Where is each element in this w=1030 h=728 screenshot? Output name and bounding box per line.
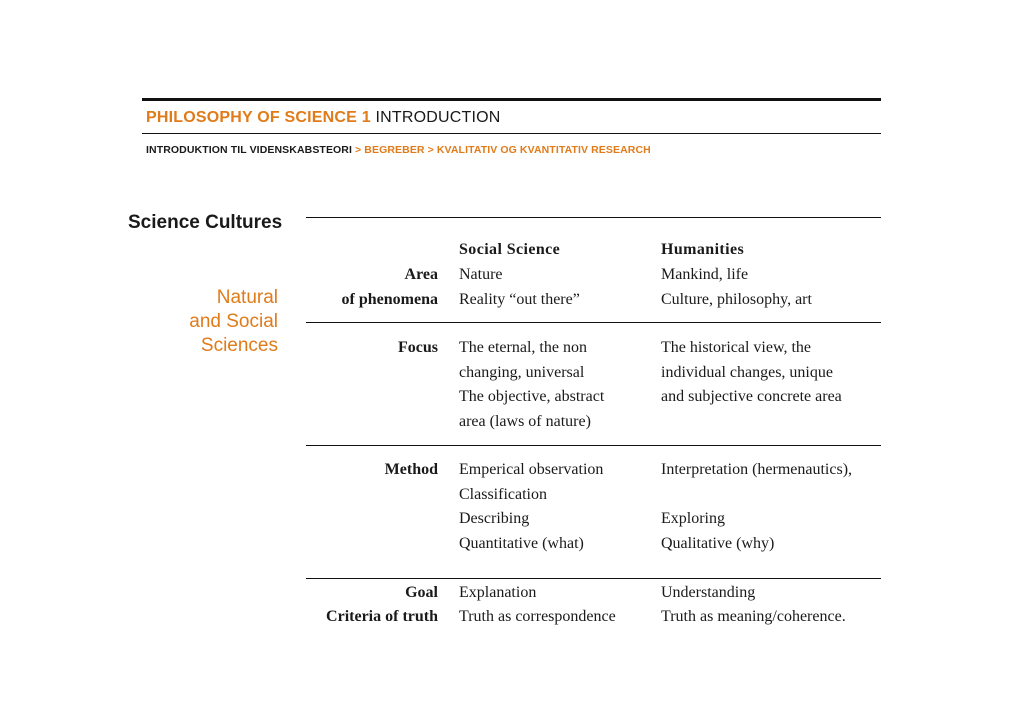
title-rest: INTRODUCTION bbox=[375, 109, 501, 126]
table-rule-method bbox=[306, 445, 881, 446]
cell-line: Mankind, life bbox=[661, 266, 749, 283]
cell-line: The eternal, the non bbox=[459, 339, 587, 356]
title-accent: PHILOSOPHY OF SCIENCE 1 bbox=[146, 109, 371, 126]
cell-line: area (laws of nature) bbox=[459, 412, 591, 430]
cell-line: Classification bbox=[459, 485, 547, 503]
cell-line: Culture, philosophy, art bbox=[661, 290, 812, 308]
cell-line: The historical view, the bbox=[661, 339, 812, 356]
header-top-rule bbox=[142, 98, 881, 101]
page-title bbox=[146, 109, 501, 127]
cell-line: Truth as correspondence bbox=[459, 608, 616, 625]
cell-line: Truth as meaning/coherence. bbox=[661, 608, 846, 625]
breadcrumb-base: INTRODUKTION TIL VIDENSKABSTEORI bbox=[146, 144, 353, 156]
label-line: Goal bbox=[405, 584, 438, 601]
cell-line: Reality “out there” bbox=[459, 290, 580, 308]
label-line: Area bbox=[404, 266, 438, 283]
cell-line: The objective, abstract bbox=[459, 388, 605, 405]
cell-line: Interpretation (hermenautics), bbox=[661, 461, 853, 478]
row-label-goal bbox=[405, 581, 438, 606]
section-subheading bbox=[140, 286, 278, 358]
cell-line bbox=[661, 483, 852, 508]
cell-focus-humanities bbox=[661, 336, 842, 410]
section-title: Science Cultures bbox=[128, 212, 283, 233]
cell-line: Describing bbox=[459, 510, 530, 527]
table-rule-goal bbox=[306, 578, 881, 579]
table-top-rule bbox=[306, 217, 881, 218]
cell-method-social bbox=[459, 458, 603, 556]
cell-criteria-humanities bbox=[661, 605, 846, 630]
row-label-focus bbox=[398, 336, 438, 361]
table-rule-focus bbox=[306, 322, 881, 323]
header-mid-rule bbox=[142, 133, 881, 134]
cell-line: Exploring bbox=[661, 510, 725, 527]
cell-line: Qualitative (why) bbox=[661, 534, 775, 552]
cell-focus-social bbox=[459, 336, 604, 434]
cell-line: Emperical observation bbox=[459, 461, 604, 478]
label-line: Focus bbox=[398, 339, 438, 356]
cell-goal-humanities bbox=[661, 581, 755, 606]
subheading-line: Natural bbox=[216, 287, 278, 308]
row-label-method bbox=[385, 458, 438, 483]
cell-area-humanities bbox=[661, 263, 812, 312]
label-line: of phenomena bbox=[341, 290, 438, 308]
subheading-line: Sciences bbox=[200, 335, 278, 356]
cell-line: Understanding bbox=[661, 584, 756, 601]
column-header-social-science: Social Science bbox=[459, 241, 561, 258]
label-line: Method bbox=[384, 461, 438, 478]
cell-goal-social bbox=[459, 581, 536, 606]
breadcrumb-trail: > BEGREBER > KVALITATIV OG KVANTITATIV RESEARCH bbox=[355, 144, 651, 156]
cell-criteria-social bbox=[459, 605, 616, 630]
cell-line: Explanation bbox=[459, 584, 537, 601]
cell-line: Quantitative (what) bbox=[459, 534, 584, 552]
cell-area-social bbox=[459, 263, 580, 312]
cell-line: Nature bbox=[459, 266, 503, 283]
cell-line: and subjective concrete area bbox=[661, 388, 842, 405]
cell-line: changing, universal bbox=[459, 363, 585, 381]
subheading-line: and Social bbox=[189, 311, 278, 332]
cell-method-humanities bbox=[661, 458, 852, 556]
column-header-humanities: Humanities bbox=[661, 241, 745, 258]
row-label-area bbox=[342, 263, 438, 312]
breadcrumb bbox=[146, 144, 651, 156]
label-line: Criteria of truth bbox=[326, 608, 438, 625]
cell-line: individual changes, unique bbox=[661, 363, 833, 381]
row-label-criteria bbox=[326, 605, 438, 630]
